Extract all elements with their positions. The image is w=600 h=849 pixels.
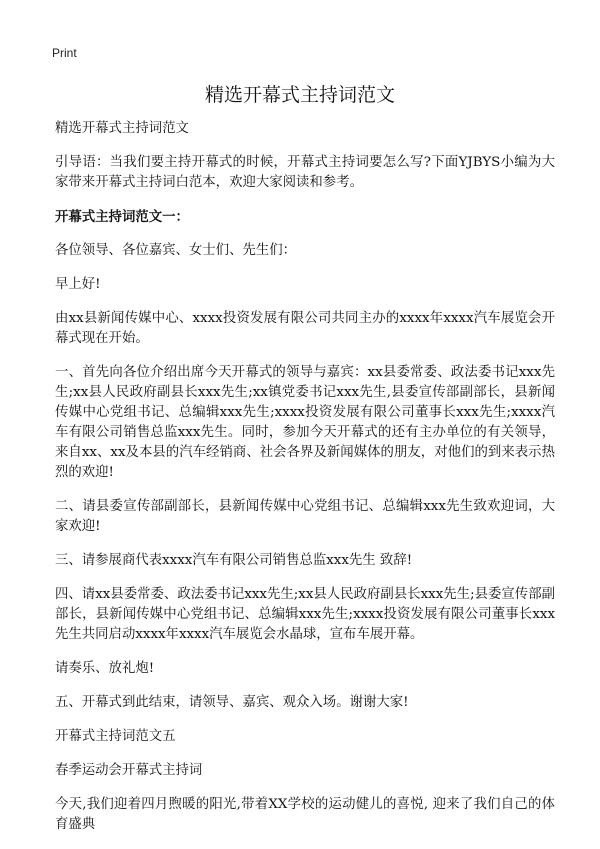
body-paragraph: 由xx县新闻传媒中心、xxxx投资发展有限公司共同主办的xxxx年xxxx汽车展览会开幕式现在开始。 [55, 311, 555, 346]
body-paragraph: 各位领导、各位嘉宾、女士们、先生们： [55, 243, 297, 258]
body-paragraph: 精选开幕式主持词范文 [55, 121, 189, 136]
body-paragraph: 一、首先向各位介绍出席今天开幕式的领导与嘉宾：xx县委常委、政法委书记xxx先生;xx县人民政府副县长xxx先生;xx镇党委书记xxx先生,县委宣传部副部长，县新闻传媒中心党组书记、总编辑xxx先生;xxxx投资发展有限公司董事长xxx先生;xxxx汽车有限公司销售总监xxx先生。同时，参加今天开幕式的还有主办单位的有关领导，来自xx、xx及本县的汽车经销商、社会各界及新闻媒体的朋友，对他们的到来表示热烈的欢迎! [55, 365, 555, 480]
body-paragraph: 早上好! [55, 277, 101, 292]
body-paragraph: 春季运动会开幕式主持词 [55, 763, 203, 778]
section-heading: 开幕式主持词范文一： [55, 209, 189, 225]
body-paragraph: 二、请县委宣传部副部长，县新闻传媒中心党组书记、总编辑xxx先生致欢迎词，大家欢迎! [55, 499, 555, 534]
body-paragraph: 五、开幕式到此结束，请领导、嘉宾、观众入场。谢谢大家! [55, 695, 409, 710]
body-paragraph: 三、请参展商代表xxxx汽车有限公司销售总监xxx先生 致辞! [55, 553, 413, 568]
body-paragraph: 今天,我们迎着四月煦暖的阳光,带着XX学校的运动健儿的喜悦, 迎来了我们自己的体育盛典 [55, 797, 555, 832]
document-body [55, 119, 555, 849]
print-link[interactable]: Print [52, 46, 77, 60]
body-paragraph: 开幕式主持词范文五 [55, 729, 176, 744]
body-paragraph: 四、请xx县委常委、政法委书记xxx先生;xx县人民政府副县长xxx先生;县委宣传部副部长，县新闻传媒中心党组书记、总编辑xxx先生;xxxx投资发展有限公司董事长xxx先生共同启动xxxx年xxxx汽车展览会水晶球，宣布车展开幕。 [55, 587, 555, 642]
document-title: 精选开幕式主持词范文 [204, 84, 395, 106]
body-paragraph: 请奏乐、放礼炮! [55, 661, 155, 676]
body-paragraph: 引导语：当我们要主持开幕式的时候，开幕式主持词要怎么写?下面YJBYS小编为大家带来开幕式主持词白范本，欢迎大家阅读和参考。 [55, 155, 555, 190]
